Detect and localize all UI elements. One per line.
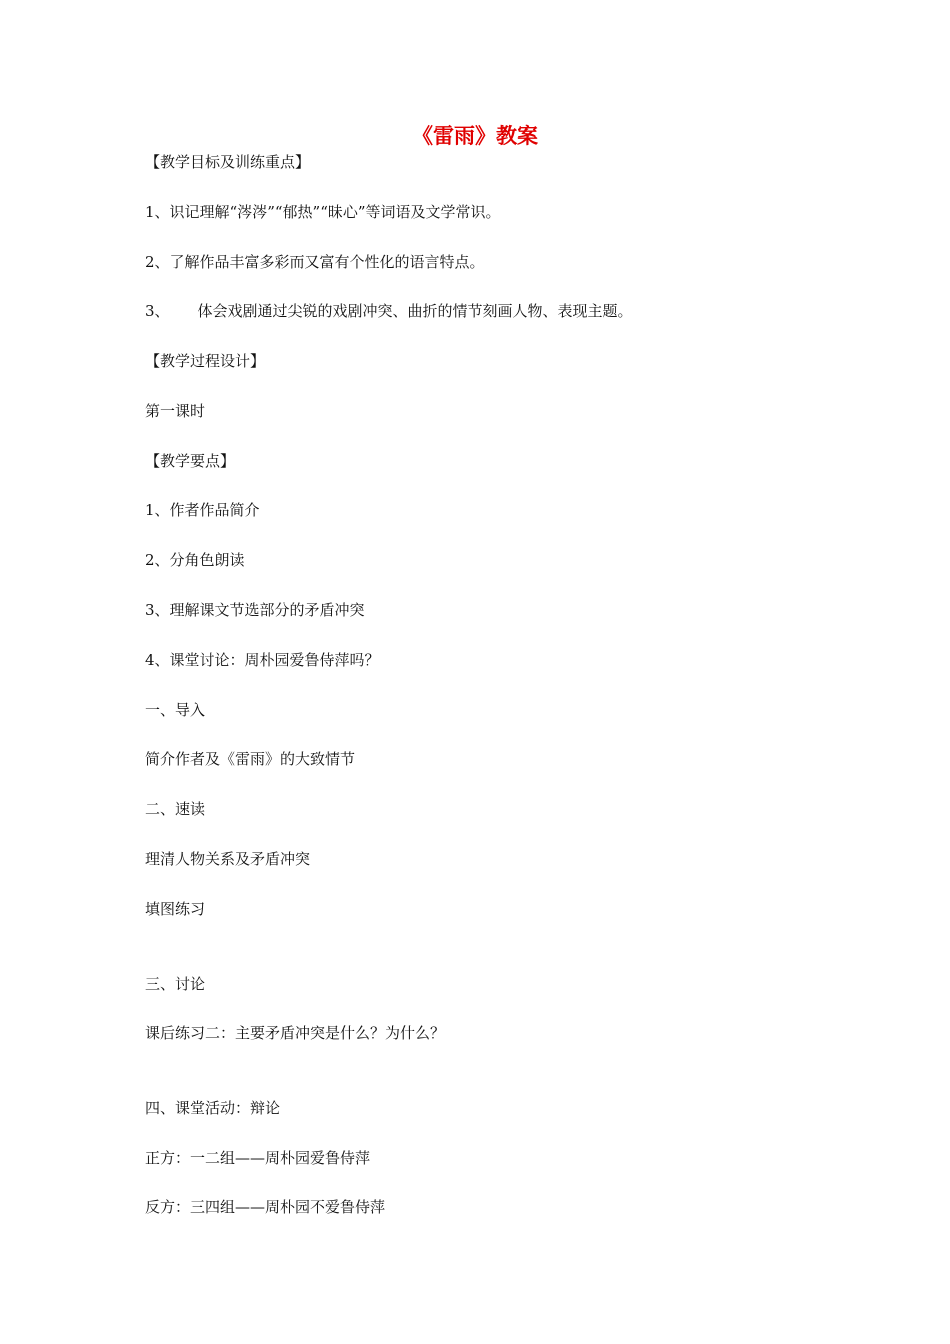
step-heading-discussion: 三、讨论: [145, 975, 206, 993]
key-point-item-3: 3、理解课文节选部分的矛盾冲突: [145, 601, 365, 619]
objective-item-3: [145, 301, 633, 321]
objective-item-2: 2、了解作品丰富多彩而又富有个性化的语言特点。: [145, 253, 485, 271]
step-text-discussion: 课后练习二：主要矛盾冲突是什么？为什么？: [145, 1024, 446, 1042]
section-heading-key-points: 【教学要点】: [145, 452, 236, 470]
key-point-item-4: 4、课堂讨论：周朴园爱鲁侍萍吗？: [145, 651, 380, 669]
step-heading-intro: 一、导入: [145, 701, 206, 719]
section-heading-process: 【教学过程设计】: [145, 352, 266, 370]
document-title: 《雷雨》教案: [412, 123, 538, 148]
lesson-label: 第一课时: [145, 402, 206, 420]
objective-item-1: 1、识记理解“涔涔”“郁热”“昧心”等词语及文学常识。: [145, 203, 501, 221]
key-point-item-2: 2、分角色朗读: [145, 551, 245, 569]
step-text-relationships: 理清人物关系及矛盾冲突: [145, 850, 311, 868]
section-heading-objectives: 【教学目标及训练重点】: [145, 153, 311, 171]
debate-con-side: 反方：三四组——周朴园不爱鲁侍萍: [145, 1198, 386, 1216]
step-heading-debate: 四、课堂活动：辩论: [145, 1099, 281, 1117]
step-heading-speed-reading: 二、速读: [145, 800, 206, 818]
step-text-intro: 简介作者及《雷雨》的大致情节: [145, 750, 356, 768]
key-point-item-1: 1、作者作品简介: [145, 501, 260, 519]
debate-pro-side: 正方：一二组——周朴园爱鲁侍萍: [145, 1149, 371, 1167]
objective-item-3-number: 3、: [145, 302, 170, 320]
objective-item-3-text: 体会戏剧通过尖锐的戏剧冲突、曲折的情节刻画人物、表现主题。: [197, 302, 633, 320]
step-text-diagram-exercise: 填图练习: [145, 900, 206, 918]
